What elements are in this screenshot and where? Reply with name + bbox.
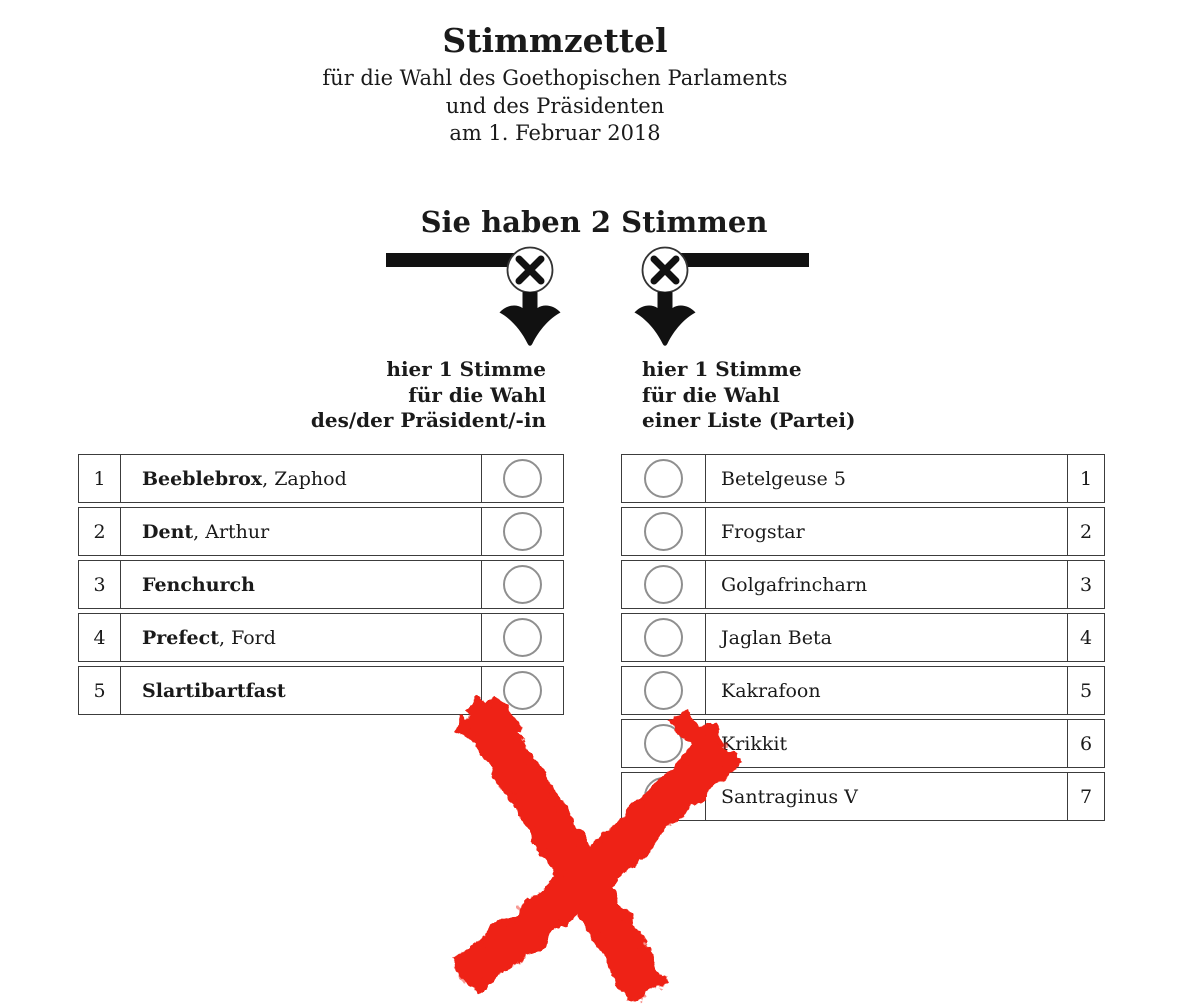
- party-row: [621, 666, 1105, 715]
- vote-circle-cell: [481, 614, 563, 661]
- vote-circle[interactable]: [503, 565, 542, 604]
- party-number: 1: [1067, 455, 1104, 502]
- candidate-surname: Fenchurch: [142, 573, 255, 596]
- party-row: [621, 454, 1105, 503]
- party-name: Betelgeuse 5: [721, 467, 846, 490]
- party-header-line-1: hier 1 Stimme: [642, 357, 802, 381]
- candidate-name: [121, 508, 481, 555]
- candidate-firstname: , Zaphod: [262, 467, 347, 490]
- vote-circle-cell: [622, 455, 706, 502]
- candidate-row: [78, 507, 564, 556]
- candidate-surname: Prefect: [142, 626, 219, 649]
- party-name: Golgafrincharn: [721, 573, 868, 596]
- vote-circle[interactable]: [644, 671, 683, 710]
- candidate-row: [78, 454, 564, 503]
- party-row: [621, 560, 1105, 609]
- candidate-name: [121, 614, 481, 661]
- party-column-header: [642, 357, 962, 434]
- votes-instruction: Sie haben 2 Stimmen: [420, 205, 768, 239]
- ballot-subtitle-line-1: für die Wahl des Goethopischen Parlaments: [322, 66, 788, 90]
- down-arrow-icon: [500, 292, 561, 346]
- vote-circle[interactable]: [644, 618, 683, 657]
- candidate-row: [78, 613, 564, 662]
- party-name: Frogstar: [721, 520, 805, 543]
- candidate-name: [121, 667, 481, 714]
- party-row: [621, 613, 1105, 662]
- x-circle-icon: [508, 248, 553, 293]
- vote-circle[interactable]: [503, 618, 542, 657]
- president-header-line-1: hier 1 Stimme: [386, 357, 546, 381]
- candidate-number: 1: [79, 455, 121, 502]
- party-row: [621, 772, 1105, 821]
- party-number: 6: [1067, 720, 1104, 767]
- vote-circle-cell: [622, 773, 706, 820]
- party-name: Kakrafoon: [721, 679, 821, 702]
- vote-circle-cell: [481, 667, 563, 714]
- candidate-firstname: , Arthur: [193, 520, 270, 543]
- x-circle-icon: [643, 248, 688, 293]
- president-column-header: [246, 357, 546, 434]
- party-name: Krikkit: [721, 732, 788, 755]
- marking-instruction-graphic: [380, 246, 812, 352]
- candidate-number: 4: [79, 614, 121, 661]
- party-header-line-2: für die Wahl: [642, 382, 780, 407]
- party-name: Jaglan Beta: [721, 626, 832, 649]
- vote-circle-cell: [481, 455, 563, 502]
- candidate-row: [78, 560, 564, 609]
- ballot-subtitle-line-2: und des Präsidenten: [445, 93, 665, 118]
- candidate-surname: Beeblebrox: [142, 467, 263, 490]
- vote-circle-cell: [622, 508, 706, 555]
- vote-circle[interactable]: [503, 671, 542, 710]
- candidate-number: 3: [79, 561, 121, 608]
- candidate-surname: Slartibartfast: [142, 679, 286, 702]
- vote-circle-cell: [622, 667, 706, 714]
- candidate-firstname: , Ford: [219, 626, 276, 649]
- ballot-title: Stimmzettel: [442, 21, 668, 60]
- party-ballot-table: [621, 454, 1105, 825]
- candidate-row: [78, 666, 564, 715]
- party-number: 3: [1067, 561, 1104, 608]
- president-header-line-2: für die Wahl: [408, 382, 546, 407]
- vote-circle[interactable]: [644, 777, 683, 816]
- candidate-surname: Dent: [142, 520, 194, 543]
- vote-circle[interactable]: [644, 512, 683, 551]
- party-number: 7: [1067, 773, 1104, 820]
- vote-circle[interactable]: [503, 459, 542, 498]
- candidate-name: [121, 455, 481, 502]
- vote-circle-cell: [622, 720, 706, 767]
- vote-circle-cell: [481, 508, 563, 555]
- vote-circle[interactable]: [644, 724, 683, 763]
- ballot-header: [0, 21, 1110, 148]
- president-header-line-3: des/der Präsident/-in: [310, 408, 546, 432]
- candidate-number: 5: [79, 667, 121, 714]
- vote-circle-cell: [481, 561, 563, 608]
- party-row: [621, 719, 1105, 768]
- president-ballot-table: [78, 454, 564, 719]
- party-header-line-3: einer Liste (Partei): [642, 408, 856, 432]
- candidate-number: 2: [79, 508, 121, 555]
- down-arrow-icon: [635, 292, 696, 346]
- candidate-name: [121, 561, 481, 608]
- party-number: 4: [1067, 614, 1104, 661]
- vote-circle-cell: [622, 614, 706, 661]
- vote-circle[interactable]: [644, 565, 683, 604]
- ballot-subtitle-line-3: am 1. Februar 2018: [449, 121, 661, 145]
- party-name: Santraginus V: [721, 785, 858, 808]
- party-number: 5: [1067, 667, 1104, 714]
- party-row: [621, 507, 1105, 556]
- vote-circle[interactable]: [503, 512, 542, 551]
- vote-circle-cell: [622, 561, 706, 608]
- vote-circle[interactable]: [644, 459, 683, 498]
- party-number: 2: [1067, 508, 1104, 555]
